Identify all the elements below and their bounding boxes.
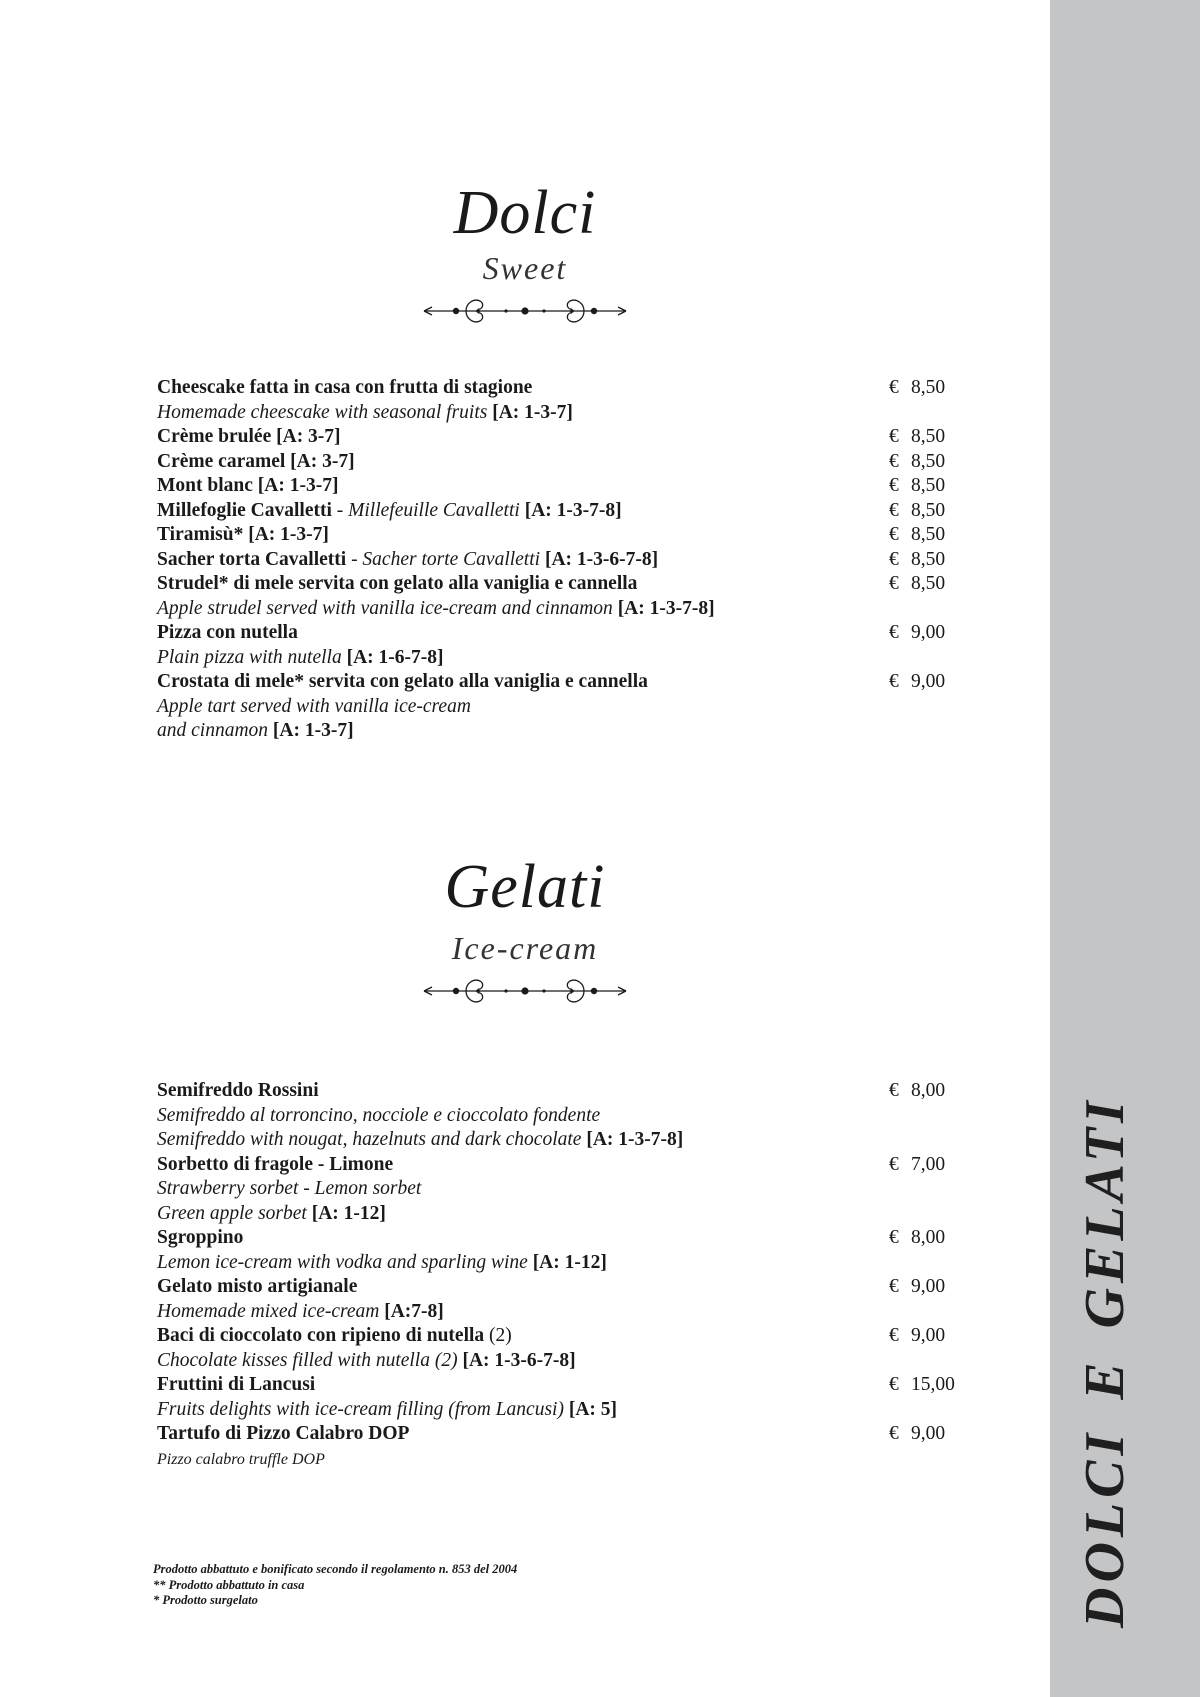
euro-sign: € (889, 377, 899, 398)
footnote-line: * Prodotto surgelato (153, 1593, 258, 1607)
item-description-text: - Millefeuille Cavalletti (331, 499, 525, 521)
menu-line (157, 499, 1037, 524)
gelati-header (0, 852, 1050, 1008)
item-price (889, 1079, 945, 1104)
item-price (889, 1226, 945, 1251)
dolci-menu-list (157, 376, 1037, 744)
price-value: 8,50 (911, 475, 946, 496)
item-description-text: Homemade mixed ice-cream (157, 1300, 385, 1322)
item-price (889, 376, 945, 401)
dolci-header (0, 178, 1050, 328)
item-name-text: Semifreddo Rossini (157, 1080, 319, 1101)
item-description-text: Pizzo calabro truffle DOP (157, 1450, 325, 1468)
euro-sign: € (889, 671, 899, 692)
menu-line (157, 1373, 1037, 1398)
item-name-text: [A:7-8] (384, 1300, 444, 1322)
item-description-text: Strawberry sorbet - Lemon sorbet (157, 1178, 422, 1199)
item-price (889, 499, 945, 524)
item-price (889, 425, 945, 450)
price-value: 8,50 (911, 450, 946, 472)
gelati-title: Gelati (444, 853, 606, 921)
item-name-text: [A: 1-12] (311, 1202, 386, 1224)
menu-line (157, 474, 1037, 499)
gelati-menu-list (157, 1079, 1037, 1471)
euro-sign: € (889, 1325, 899, 1346)
footnote-line: ** Prodotto abbattuto in casa (153, 1577, 305, 1592)
dolci-title: Dolci (453, 179, 597, 247)
menu-line (157, 1128, 1037, 1153)
item-description-text: Green apple sorbet (157, 1202, 312, 1224)
item-description-text: - Sacher torte Cavalletti (351, 548, 545, 570)
menu-line (157, 1177, 1037, 1202)
euro-sign: € (889, 499, 899, 521)
item-name-text: [A: 1-3-7-8] (524, 499, 622, 521)
menu-line (157, 1153, 1037, 1178)
menu-line (157, 646, 1037, 671)
item-name-text: Baci di cioccolato con ripieno di nutella (157, 1325, 485, 1346)
gelati-subtitle: Ice-cream (451, 930, 599, 966)
item-name-text: [A: 1-3-6-7-8] (462, 1349, 576, 1371)
item-description-text: (2) (484, 1325, 512, 1346)
item-name-text: Millefoglie Cavalletti (157, 499, 332, 521)
item-name-text: [A: 1-3-7-8] (586, 1129, 684, 1150)
euro-sign: € (889, 524, 899, 545)
menu-line (157, 523, 1037, 548)
menu-line (157, 1447, 1037, 1472)
menu-line (157, 1202, 1037, 1227)
menu-line (157, 621, 1037, 646)
euro-sign: € (889, 1276, 899, 1297)
item-name-text: Cheescake fatta in casa con frutta di stagione (157, 377, 533, 398)
menu-line (157, 425, 1037, 450)
price-value: 9,00 (911, 671, 946, 692)
item-name-text: [A: 1-6-7-8] (346, 646, 444, 668)
menu-line (157, 597, 1037, 622)
item-price (889, 621, 945, 646)
euro-sign: € (889, 1080, 899, 1101)
item-description-text: Apple strudel served with vanilla ice-cream and cinnamon (157, 597, 618, 619)
item-price (889, 670, 945, 695)
menu-line (157, 1251, 1037, 1276)
item-name-text: Strudel* di mele servita con gelato alla vaniglia e cannella (157, 573, 638, 594)
item-name-text: [A: 5] (568, 1398, 618, 1420)
menu-line (157, 1422, 1037, 1447)
item-price (889, 548, 945, 573)
item-description-text: Fruits delights with ice-cream filling (from Lancusi) (157, 1398, 569, 1420)
item-price (889, 474, 945, 499)
footnotes (153, 1562, 517, 1609)
item-description-text: Homemade cheescake with seasonal fruits (157, 401, 493, 423)
menu-line (157, 1349, 1037, 1374)
item-name-text: Mont blanc [A: 1-3-7] (157, 475, 339, 496)
item-name-text: Sorbetto di fragole - Limone (157, 1153, 394, 1175)
item-name-text: Pizza con nutella (157, 622, 298, 643)
menu-line (157, 1300, 1037, 1325)
item-price (889, 572, 945, 597)
euro-sign: € (889, 573, 899, 594)
item-price (889, 523, 945, 548)
menu-line (157, 695, 1037, 720)
sidebar-label: DOLCI E GELATI (1074, 1096, 1136, 1628)
flourish-ornament-icon (420, 294, 630, 328)
item-price (889, 1324, 945, 1349)
item-price (889, 1153, 945, 1178)
menu-line (157, 1226, 1037, 1251)
menu-line (157, 1398, 1037, 1423)
item-name-text: Crostata di mele* servita con gelato alla vaniglia e cannella (157, 671, 648, 692)
menu-line (157, 1324, 1037, 1349)
price-value: 9,00 (911, 622, 946, 643)
euro-sign: € (889, 450, 899, 472)
item-name-text: Tiramisù* [A: 1-3-7] (157, 524, 329, 545)
menu-line (157, 376, 1037, 401)
item-name-text: Crème caramel [A: 3-7] (157, 450, 355, 472)
price-value: 8,50 (911, 573, 946, 594)
euro-sign: € (889, 1227, 899, 1248)
item-name-text: [A: 1-3-7-8] (617, 597, 715, 619)
euro-sign: € (889, 622, 899, 643)
item-price (889, 1373, 955, 1398)
item-price (889, 1422, 945, 1447)
item-name-text: [A: 1-3-6-7-8] (544, 548, 659, 570)
menu-line (157, 572, 1037, 597)
item-name-text: [A: 1-3-7] (272, 720, 354, 741)
price-value: 8,50 (911, 426, 946, 447)
item-description-text: Semifreddo with nougat, hazelnuts and dark chocolate (157, 1129, 587, 1150)
price-value: 8,50 (911, 548, 946, 570)
euro-sign: € (889, 548, 899, 570)
item-name-text: Sgroppino (157, 1227, 244, 1248)
euro-sign: € (889, 1374, 899, 1395)
item-name-text: [A: 1-3-7] (492, 401, 573, 423)
menu-line (157, 1275, 1037, 1300)
price-value: 8,00 (911, 1080, 946, 1101)
item-name-text: [A: 1-12] (532, 1251, 607, 1273)
euro-sign: € (889, 475, 899, 496)
item-description-text: and cinnamon (157, 720, 273, 741)
menu-line (157, 548, 1037, 573)
price-value: 8,00 (911, 1227, 946, 1248)
menu-line (157, 450, 1037, 475)
item-price (889, 450, 945, 475)
dolci-subtitle: Sweet (482, 250, 568, 286)
euro-sign: € (889, 1423, 899, 1444)
price-value: 9,00 (911, 1423, 946, 1444)
menu-line (157, 401, 1037, 426)
item-description-text: Plain pizza with nutella (157, 646, 347, 668)
menu-line (157, 1104, 1037, 1129)
item-name-text: Tartufo di Pizzo Calabro DOP (157, 1423, 410, 1444)
item-name-text: Sacher torta Cavalletti (157, 548, 352, 570)
item-description-text: Lemon ice-cream with vodka and sparling wine (157, 1251, 533, 1273)
price-value: 15,00 (911, 1374, 955, 1395)
price-value: 8,50 (911, 524, 946, 545)
flourish-ornament-icon (420, 974, 630, 1008)
euro-sign: € (889, 426, 899, 447)
price-value: 8,50 (911, 499, 946, 521)
item-description-text: Chocolate kisses filled with nutella (2) (157, 1349, 463, 1371)
price-value: 7,00 (911, 1153, 946, 1175)
price-value: 9,00 (911, 1325, 946, 1346)
menu-line (157, 719, 1037, 744)
item-name-text: Crème brulée [A: 3-7] (157, 426, 341, 447)
item-description-text: Semifreddo al torroncino, nocciole e cioccolato fondente (157, 1104, 601, 1126)
euro-sign: € (889, 1153, 899, 1175)
price-value: 9,00 (911, 1276, 946, 1297)
menu-line (157, 670, 1037, 695)
item-description-text: Apple tart served with vanilla ice-cream (157, 695, 471, 717)
item-price (889, 1275, 945, 1300)
menu-line (157, 1079, 1037, 1104)
item-name-text: Fruttini di Lancusi (157, 1374, 316, 1395)
footnote-line: Prodotto abbattuto e bonificato secondo il regolamento n. 853 del 2004 (153, 1562, 518, 1576)
item-name-text: Gelato misto artigianale (157, 1276, 358, 1297)
price-value: 8,50 (911, 377, 946, 398)
